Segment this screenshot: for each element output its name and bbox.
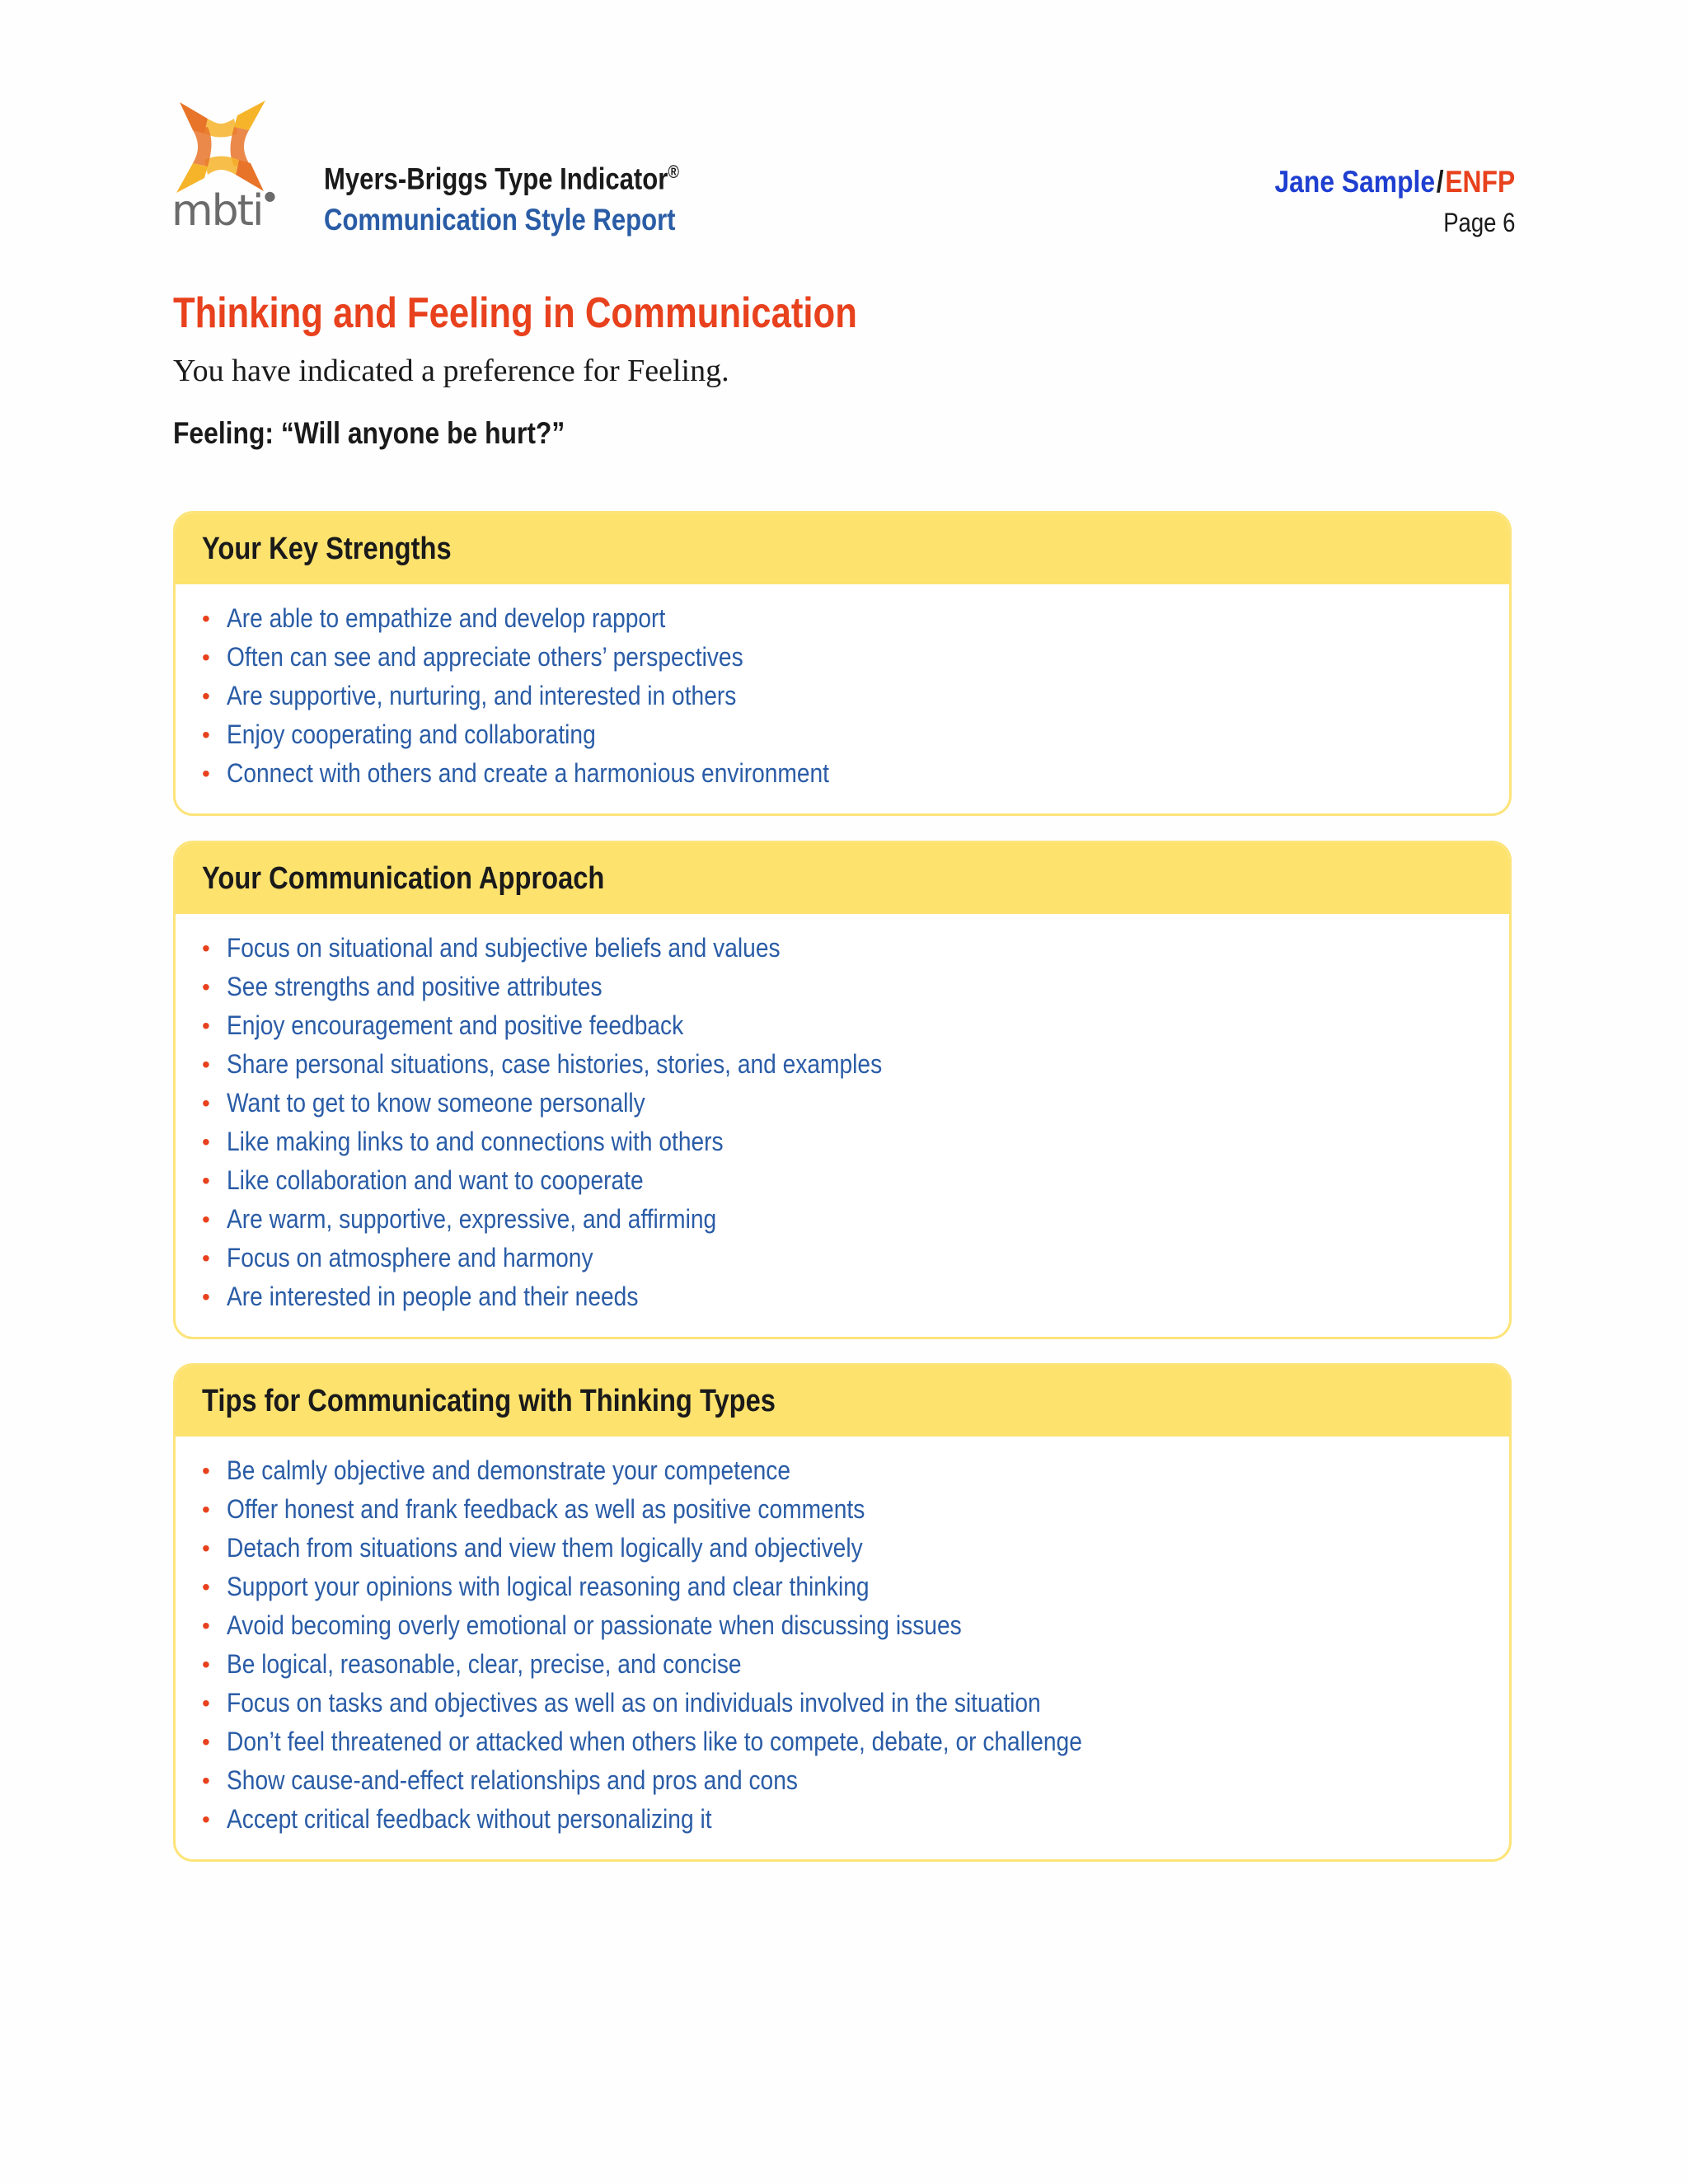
bullet-dot: •	[202, 935, 210, 961]
list-item: • Are supportive, nurturing, and interested in others	[202, 677, 1509, 715]
list-item: • See strengths and positive attributes	[202, 968, 1509, 1006]
list-item: • Focus on situational and subjective beliefs and values	[202, 929, 1509, 968]
section-heading: Tips for Communicating with Thinking Types	[202, 1383, 776, 1418]
list-item: • Show cause-and-effect relationships and pros and cons	[202, 1761, 1509, 1800]
bullet-dot: •	[202, 974, 210, 1000]
mbti-logo	[171, 97, 283, 237]
bullet-dot: •	[202, 1129, 210, 1155]
bullet-dot: •	[202, 1652, 210, 1677]
list-item: • Focus on atmosphere and harmony	[202, 1239, 1509, 1277]
bullet-dot: •	[202, 1807, 210, 1832]
list-item: • Like collaboration and want to cooperate	[202, 1161, 1509, 1200]
list-item: • Don’t feel threatened or attacked when others like to compete, debate, or challenge	[202, 1722, 1509, 1761]
list-item: • Avoid becoming overly emotional or passionate when discussing issues	[202, 1606, 1509, 1645]
list-item: • Offer honest and frank feedback as well as positive comments	[202, 1490, 1509, 1529]
list-item: • Be logical, reasonable, clear, precise, and concise	[202, 1645, 1509, 1684]
bullet-dot: •	[202, 1535, 210, 1561]
client-identity	[1274, 165, 1515, 199]
list-item: • Are warm, supportive, expressive, and affirming	[202, 1200, 1509, 1239]
communication-approach-list	[176, 914, 1509, 1316]
section-heading: Your Communication Approach	[202, 860, 605, 896]
list-item: • Connect with others and create a harmonious environment	[202, 754, 1509, 793]
list-item: • Be calmly objective and demonstrate your competence	[202, 1451, 1509, 1490]
list-item: • Share personal situations, case histories, stories, and examples	[202, 1045, 1509, 1084]
name-type-separator: /	[1436, 165, 1444, 199]
client-name: Jane Sample	[1274, 165, 1435, 199]
bullet-dot: •	[202, 1284, 210, 1310]
section-heading: Your Key Strengths	[202, 531, 452, 566]
bullet-dot: •	[202, 1613, 210, 1638]
list-item: • Focus on tasks and objectives as well as on individuals involved in the situation	[202, 1684, 1509, 1722]
report-brand-title: Myers-Briggs Type Indicator®	[324, 162, 679, 196]
bullet-dot: •	[202, 1497, 210, 1522]
preference-statement: You have indicated a preference for Feeling.	[173, 354, 729, 388]
report-subtitle: Communication Style Report	[324, 203, 676, 237]
list-item: • Want to get to know someone personally	[202, 1084, 1509, 1122]
bullet-dot: •	[202, 1768, 210, 1793]
list-item: • Accept critical feedback without personalizing it	[202, 1800, 1509, 1839]
list-item: • Detach from situations and view them logically and objectively	[202, 1529, 1509, 1568]
key-strengths-list	[176, 584, 1509, 793]
thinking-tips-list	[176, 1436, 1509, 1839]
bullet-dot: •	[202, 1574, 210, 1600]
bullet-dot: •	[202, 1245, 210, 1271]
list-item: • Enjoy cooperating and collaborating	[202, 715, 1509, 754]
list-item: • Enjoy encouragement and positive feedback	[202, 1006, 1509, 1045]
client-type: ENFP	[1445, 165, 1515, 199]
bullet-dot: •	[202, 1729, 210, 1755]
bullet-dot: •	[202, 1168, 210, 1193]
bullet-dot: •	[202, 1090, 210, 1116]
list-item: • Often can see and appreciate others’ perspectives	[202, 638, 1509, 677]
bullet-dot: •	[202, 722, 210, 748]
bullet-dot: •	[202, 1052, 210, 1077]
bullet-dot: •	[202, 644, 210, 670]
bullet-dot: •	[202, 1690, 210, 1716]
bullet-dot: •	[202, 761, 210, 786]
list-item: • Support your opinions with logical reasoning and clear thinking	[202, 1568, 1509, 1606]
bullet-dot: •	[202, 1458, 210, 1483]
thinking-tips-header	[176, 1366, 1509, 1436]
page-title: Thinking and Feeling in Communication	[173, 289, 857, 337]
thinking-tips-box	[173, 1363, 1512, 1862]
bullet-dot: •	[202, 606, 210, 631]
list-item: • Like making links to and connections with others	[202, 1122, 1509, 1161]
bullet-dot: •	[202, 1013, 210, 1038]
page-number: Page 6	[1442, 208, 1515, 237]
mbti-logo-text: mbti ●	[171, 186, 274, 236]
mbti-logo-icon	[171, 97, 270, 196]
communication-approach-box	[173, 841, 1512, 1339]
feeling-question: Feeling: “Will anyone be hurt?”	[173, 416, 565, 450]
communication-approach-header	[176, 843, 1509, 914]
bullet-dot: •	[202, 1207, 210, 1232]
list-item: • Are interested in people and their needs	[202, 1277, 1509, 1316]
bullet-dot: •	[202, 683, 210, 709]
key-strengths-box	[173, 511, 1512, 816]
key-strengths-header	[176, 513, 1509, 584]
list-item: • Are able to empathize and develop rapport	[202, 599, 1509, 638]
